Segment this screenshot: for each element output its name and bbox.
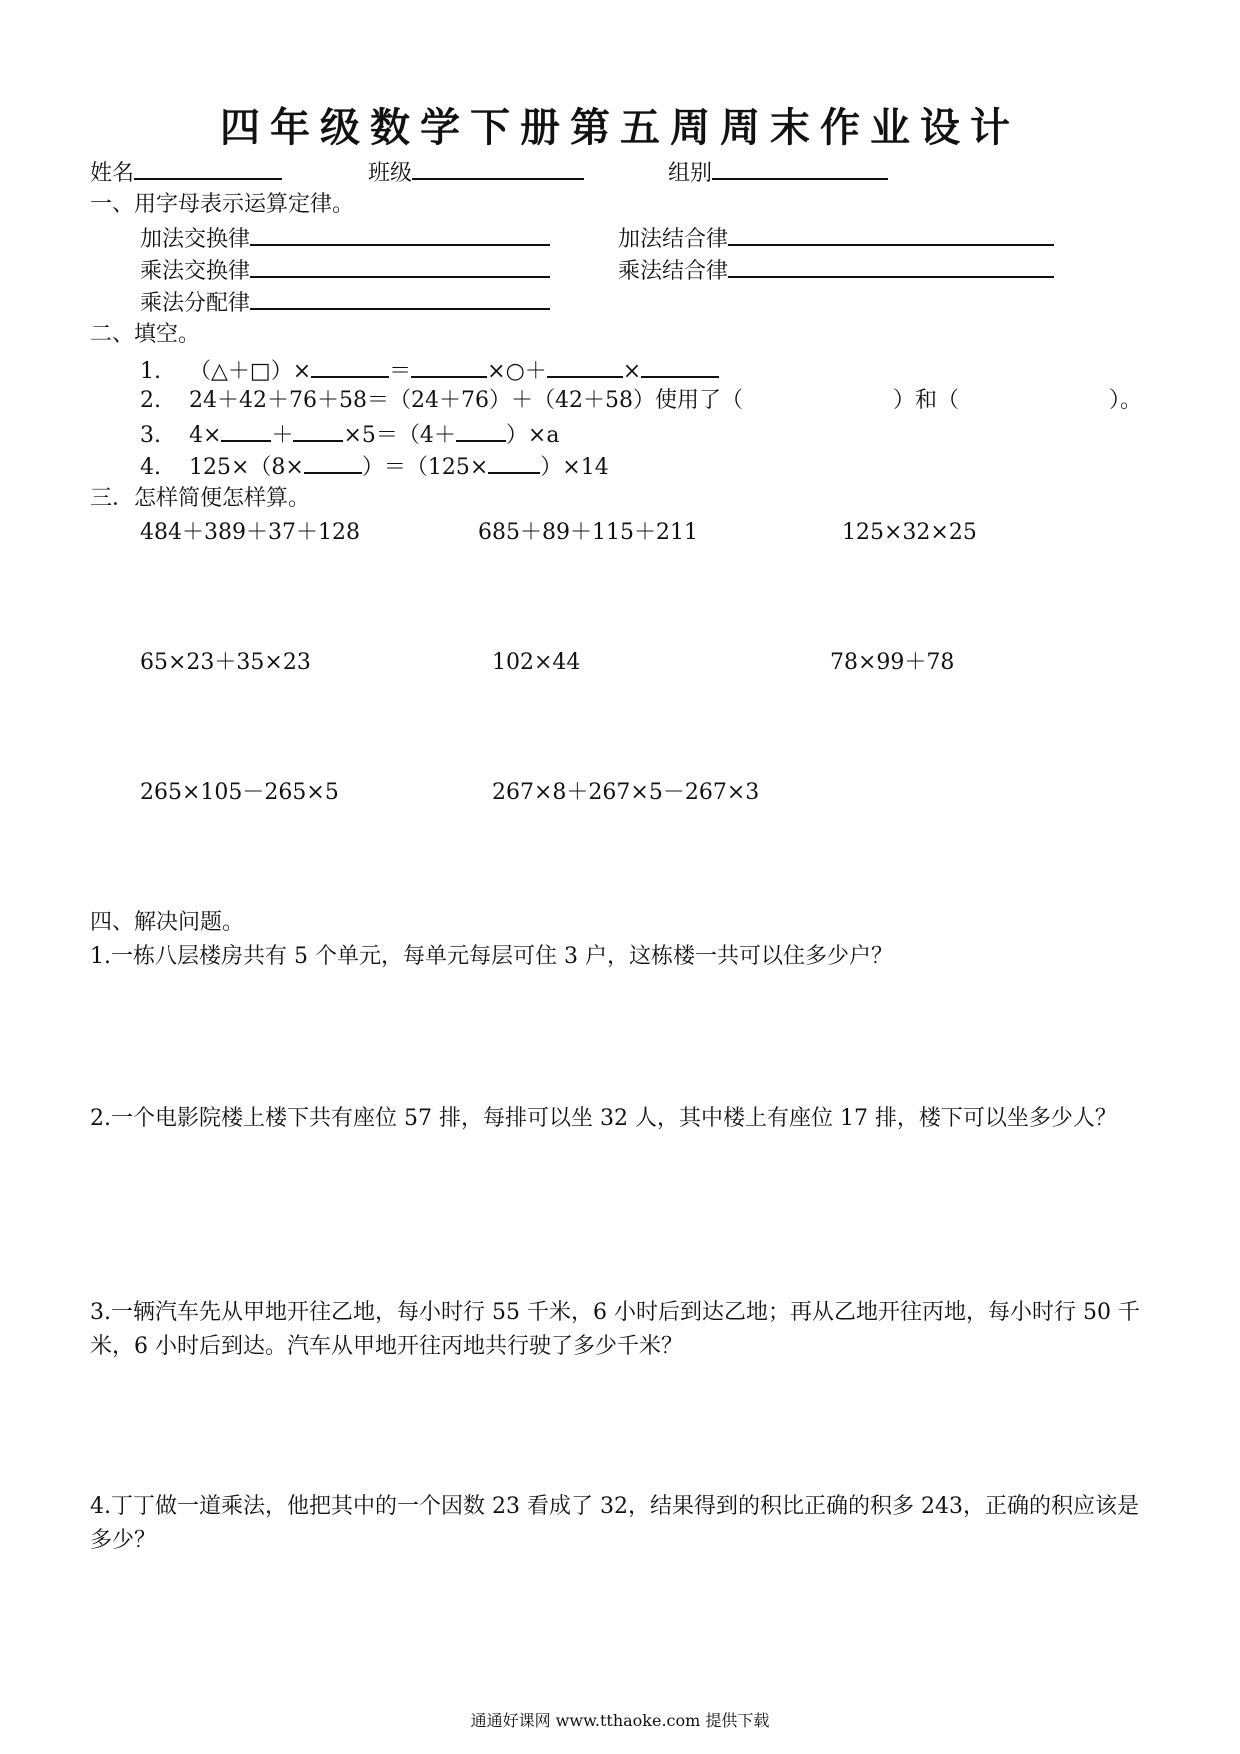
name-blank[interactable] [134,156,282,180]
answer-blank[interactable] [411,354,487,378]
word-problem: 2.一个电影院楼上楼下共有座位 57 排，每排可以坐 32 人，其中楼上有座位 17 排，楼下可以坐多少人？ [90,1106,1117,1131]
calc-expression: 685＋89＋115＋211 [478,520,698,545]
expr-part: ）×14 [540,455,609,480]
calc-expression: 125×32×25 [842,520,977,545]
law-row[interactable] [140,286,550,319]
expr-part: 24＋42＋76＋58＝（24＋76）＋（42＋58）使用了（ [189,388,743,413]
expr-part: ×○＋ [487,359,547,384]
name-field[interactable] [90,156,282,189]
answer-blank[interactable] [221,418,271,442]
expr-part: × [622,359,642,384]
expr-part: （△＋□）× [189,359,312,384]
law-row[interactable] [140,222,550,255]
class-label: 班级 [368,161,413,186]
answer-blank[interactable] [728,254,1054,278]
section1-heading: 一、用字母表示运算定律。 [90,192,355,217]
law-label: 乘法交换律 [140,259,251,284]
expr-part: 4× [189,423,222,448]
name-label: 姓名 [90,161,135,186]
answer-blank[interactable] [304,450,362,474]
answer-blank[interactable] [488,450,540,474]
word-problem: 1.一栋八层楼房共有 5 个单元，每单元每层可住 3 户，这栋楼一共可以住多少户？ [90,944,893,969]
expr-part: 125×（8× [189,455,304,480]
calc-expression: 65×23＋35×23 [140,650,311,675]
calc-expression: 102×44 [492,650,581,675]
fill-question-2 [140,386,1142,416]
answer-blank[interactable] [547,354,623,378]
question-number: 4. [140,455,161,480]
section2-heading: 二、填空。 [90,322,201,347]
fill-question-1 [140,354,719,387]
calc-expression: 267×8＋267×5－267×3 [492,780,760,805]
word-problem: 4.丁丁做一道乘法，他把其中的一个因数 23 看成了 32，结果得到的积比正确的积多 243，正确的积应该是多少？ [90,1494,1139,1553]
law-row[interactable] [618,222,1054,255]
class-blank[interactable] [412,156,584,180]
law-label: 乘法分配律 [140,291,251,316]
law-row[interactable] [618,254,1054,287]
question-number: 3. [140,423,161,448]
law-label: 加法结合律 [618,227,729,252]
group-field[interactable] [668,156,888,189]
answer-blank[interactable] [250,254,550,278]
expr-part: ＋ [271,423,294,448]
answer-blank[interactable] [641,354,719,378]
calc-expression: 78×99＋78 [830,650,955,675]
section3-heading: 三．怎样简便怎样算。 [90,486,311,511]
law-label: 乘法结合律 [618,259,729,284]
expr-part: ＝ [389,359,412,384]
fill-question-3 [140,418,559,451]
expr-part: ）和（ [892,388,959,413]
expr-part: ×5＝（4＋ [343,423,456,448]
section4-heading: 四、解决问题。 [90,910,245,935]
answer-blank[interactable] [456,418,506,442]
answer-blank[interactable] [250,286,550,310]
law-label: 加法交换律 [140,227,251,252]
answer-blank[interactable] [728,222,1054,246]
expr-part: ）。 [1108,388,1142,413]
answer-blank[interactable] [293,418,343,442]
word-problem: 3.一辆汽车先从甲地开往乙地，每小时行 55 千米，6 小时后到达乙地；再从乙地开往丙地，每小时行 50 千米，6 小时后到达。汽车从甲地开往丙地共行驶了多少千米？ [90,1300,1140,1359]
group-blank[interactable] [712,156,888,180]
calc-expression: 265×105－265×5 [140,780,339,805]
expr-part: ）×a [505,423,560,448]
answer-blank[interactable] [311,354,389,378]
question-number: 2. [140,388,161,413]
answer-blank[interactable] [250,222,550,246]
expr-part: ）＝（125× [361,455,489,480]
question-number: 1. [140,359,161,384]
fill-question-4 [140,450,609,483]
class-field[interactable] [368,156,584,189]
calc-expression: 484＋389＋37＋128 [140,520,360,545]
page-title: 四年级数学下册第五周周末作业设计 [220,104,1020,151]
law-row[interactable] [140,254,550,287]
group-label: 组别 [668,161,713,186]
page-footer: 通通好课网 www.tthaoke.com 提供下载 [470,1711,770,1730]
